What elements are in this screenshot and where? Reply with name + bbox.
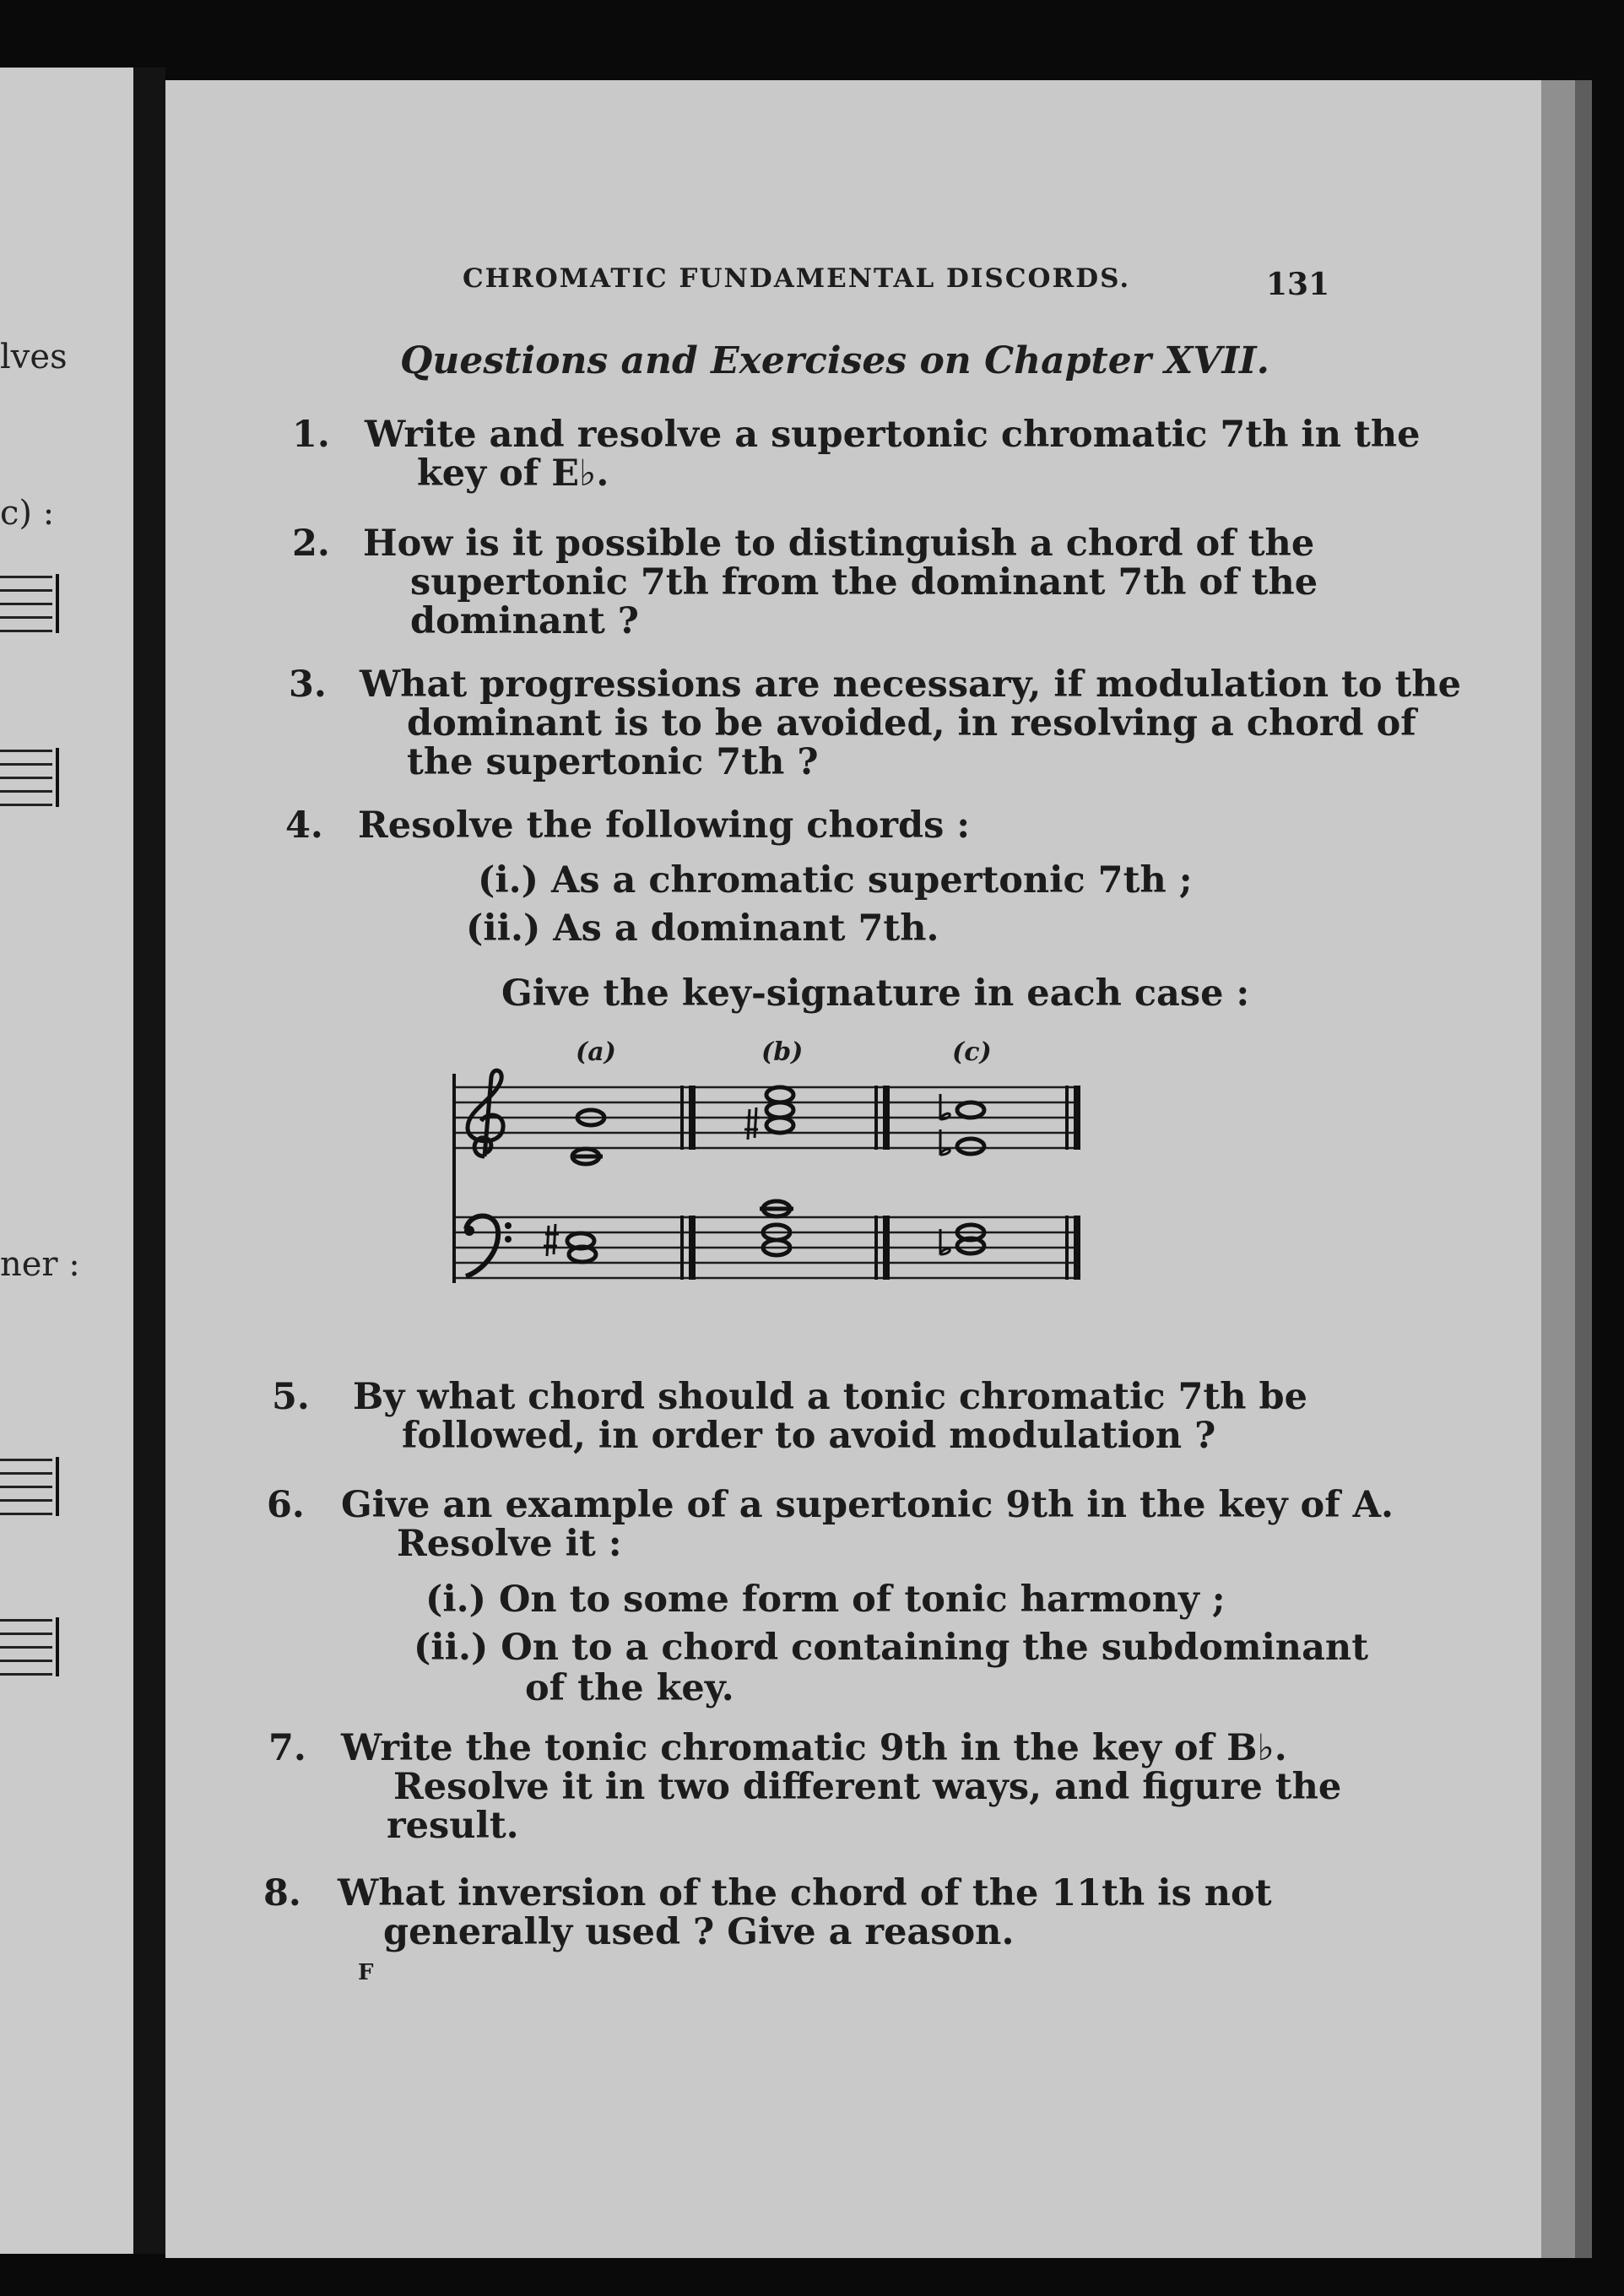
question-text-line: What inversion of the chord of the 11th is not <box>338 1872 1272 1914</box>
question-6-subitem-i: (i.) On to some form of tonic harmony ; <box>425 1578 1226 1621</box>
question-text-line: Resolve it in two different ways, and figure the <box>393 1766 1342 1808</box>
question-text-line: Resolve the following chords : <box>358 804 971 847</box>
question-4-subitem-i: (i.) As a chromatic supertonic 7th ; <box>478 859 1193 902</box>
question-number: 8. <box>263 1872 301 1914</box>
music-label-a: (a) <box>576 1037 616 1067</box>
chord-b <box>744 1087 793 1255</box>
question-text-line: key of E♭. <box>417 452 609 495</box>
book-spine <box>133 68 165 2254</box>
question-text-line: What progressions are necessary, if modulation to the <box>360 663 1461 706</box>
question-text-line: the supertonic 7th ? <box>407 741 819 783</box>
question-text-line: How is it possible to distinguish a chord of the <box>363 523 1315 565</box>
question-text-line: followed, in order to avoid modulation ? <box>402 1415 1216 1457</box>
page-edge-shadow <box>1575 80 1592 2258</box>
left-staff-fragment-3 <box>0 1452 59 1519</box>
left-fragment-3: ner : <box>0 1245 80 1284</box>
question-6-subitem-ii: (ii.) On to a chord containing the subdominant <box>414 1627 1369 1669</box>
question-text-line: Resolve it : <box>397 1523 622 1565</box>
music-example-labels <box>576 1037 992 1067</box>
barlines <box>680 1086 1080 1280</box>
page-number: 131 <box>1266 267 1330 302</box>
left-staff-fragment-1 <box>0 566 59 633</box>
question-text-line: Write the tonic chromatic 9th in the key of B♭. <box>341 1727 1287 1769</box>
music-example <box>447 1030 1097 1317</box>
question-6-subitem-ii-continued: of the key. <box>525 1667 734 1709</box>
running-head: CHROMATIC FUNDAMENTAL DISCORDS. <box>463 263 1131 294</box>
left-fragment-2: c) : <box>0 494 55 533</box>
question-text-line: Give an example of a supertonic 9th in the key of A. <box>341 1484 1394 1526</box>
question-text-line: supertonic 7th from the dominant 7th of the <box>410 561 1318 604</box>
left-page <box>0 68 133 2254</box>
question-4-subitem-ii: (ii.) As a dominant 7th. <box>466 907 939 950</box>
question-number: 5. <box>272 1376 310 1418</box>
question-number: 3. <box>289 663 327 706</box>
background-edge <box>1592 80 1624 2258</box>
page-edge <box>1541 80 1575 2258</box>
music-label-b: (b) <box>761 1037 804 1067</box>
system-brace <box>452 1074 456 1283</box>
question-number: 4. <box>285 804 323 847</box>
question-4-instruction: Give the key-signature in each case : <box>501 972 1250 1015</box>
left-fragment-1: lves <box>0 338 68 376</box>
question-number: 7. <box>268 1727 306 1769</box>
question-number: 6. <box>267 1484 305 1526</box>
question-text-line: Write and resolve a supertonic chromatic 7th in the <box>365 414 1421 456</box>
question-number: 1. <box>292 414 330 456</box>
left-staff-fragment-4 <box>0 1612 59 1680</box>
chord-c <box>940 1094 984 1254</box>
chapter-heading: Questions and Exercises on Chapter XVII. <box>400 339 1269 382</box>
question-text-line: dominant ? <box>410 600 639 642</box>
left-staff-fragment-2 <box>0 743 59 810</box>
treble-clef-icon <box>468 1070 503 1156</box>
music-label-c: (c) <box>952 1037 992 1067</box>
question-text-line: generally used ? Give a reason. <box>383 1911 1015 1953</box>
question-text-line: dominant is to be avoided, in resolving a chord of <box>407 702 1416 745</box>
question-text-line: By what chord should a tonic chromatic 7th be <box>353 1376 1307 1418</box>
signature-mark: F <box>358 1960 374 1985</box>
question-text-line: result. <box>387 1805 519 1847</box>
question-number: 2. <box>292 523 330 565</box>
bass-clef-icon <box>464 1216 512 1277</box>
